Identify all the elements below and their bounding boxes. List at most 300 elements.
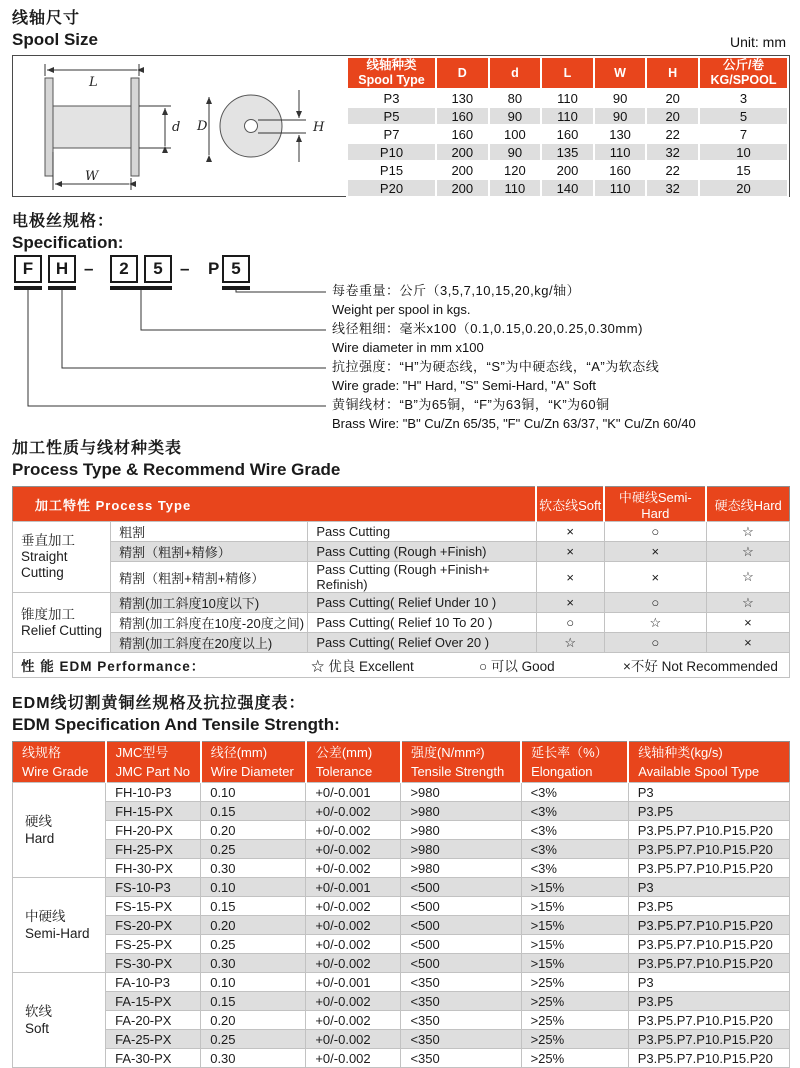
cell: Pass Cutting (Rough +Finish) — [308, 542, 536, 562]
cell: >15% — [521, 916, 628, 935]
cell: >25% — [521, 973, 628, 992]
cell: 200 — [541, 161, 594, 179]
group-label-en: Relief Cutting — [21, 622, 103, 638]
table-row — [13, 562, 790, 593]
group-relief-cutting — [13, 593, 111, 653]
table-row — [13, 1030, 790, 1049]
col-header-kg-en: KG/SPOOL — [710, 73, 777, 87]
cell: 135 — [541, 143, 594, 161]
cell: FS-20-PX — [106, 916, 201, 935]
code-box: F — [14, 255, 42, 283]
group-label-zh: 锥度加工 — [21, 606, 75, 622]
edm-title-zh: EDM线切割黄铜丝规格及抗拉强度表： — [12, 695, 306, 712]
legend-excellent: ☆ 优良 Excellent — [311, 659, 414, 674]
col-header-tensile-strength — [401, 742, 521, 783]
cell: FA-20-PX — [106, 1011, 201, 1030]
spool-table-header-row — [347, 57, 788, 89]
code-letter-p: P — [208, 259, 220, 278]
cell: P5 — [347, 107, 436, 125]
legend-not-recommended: ×不好 Not Recommended — [623, 659, 778, 674]
edm-title-en: EDM Specification And Tensile Strength: — [12, 715, 340, 734]
rating-mark: × — [536, 542, 604, 562]
specification-section — [12, 211, 790, 431]
legend-cell — [13, 653, 790, 678]
dim-label-L: L — [89, 75, 98, 90]
table-row — [347, 89, 788, 107]
table-row — [13, 992, 790, 1011]
dim-label-W: W — [85, 169, 99, 184]
cell: P3.P5.P7.P10.P15.P20 — [628, 840, 789, 859]
col-header-kg-zh: 公斤/卷 — [722, 58, 764, 72]
rating-mark: ☆ — [706, 522, 789, 542]
rating-mark: ○ — [604, 593, 706, 613]
cell: >15% — [521, 878, 628, 897]
cell: >15% — [521, 897, 628, 916]
cell: >980 — [401, 840, 521, 859]
table-row — [13, 954, 790, 973]
rating-mark: × — [536, 562, 604, 593]
group-label-en: Straight Cutting — [21, 549, 68, 580]
cell: FA-10-P3 — [106, 973, 201, 992]
code-box: 5 — [144, 255, 172, 283]
cell: P20 — [347, 179, 436, 197]
cell: <3% — [521, 859, 628, 878]
hdr-en: JMC Part No — [115, 764, 191, 779]
cell: 20 — [699, 179, 788, 197]
performance-label: 性 能 EDM Performance： — [21, 659, 206, 674]
cell: +0/-0.002 — [306, 897, 401, 916]
note-zh: 黄铜线材：“B”为65铜，“F”为63铜，“K”为60铜 — [332, 397, 610, 412]
cell: 15 — [699, 161, 788, 179]
cell: P10 — [347, 143, 436, 161]
cell: <3% — [521, 802, 628, 821]
hdr-zh: 公差(mm) — [315, 745, 373, 760]
note-en: Brass Wire: "B" Cu/Zn 65/35, "F" Cu/Zn 63/37, "K" Cu/Zn 60/40 — [332, 416, 696, 431]
cell: P3 — [628, 973, 789, 992]
cell: FS-25-PX — [106, 935, 201, 954]
code-unit-grade — [48, 255, 76, 290]
cell: 140 — [541, 179, 594, 197]
cell: 80 — [489, 89, 542, 107]
specification-title-zh: 电极丝规格： — [12, 213, 115, 230]
process-title-en: Process Type & Recommend Wire Grade — [12, 460, 341, 479]
cell: 0.25 — [201, 1030, 306, 1049]
cell: 120 — [489, 161, 542, 179]
table-row — [13, 878, 790, 897]
col-header-spool-type — [628, 742, 789, 783]
table-row — [13, 935, 790, 954]
hdr-en: Available Spool Type — [638, 764, 760, 779]
cell: +0/-0.002 — [306, 954, 401, 973]
rating-mark: ☆ — [706, 562, 789, 593]
cell: FS-15-PX — [106, 897, 201, 916]
code-dash: – — [84, 259, 94, 278]
cell: 110 — [541, 89, 594, 107]
dim-label-d: d — [172, 120, 181, 135]
cell: >980 — [401, 783, 521, 802]
cell: 100 — [489, 125, 542, 143]
cell: 粗割 — [111, 522, 308, 542]
cell: 精割(加工斜度10度以下) — [111, 593, 308, 613]
table-row — [13, 613, 790, 633]
cell: P15 — [347, 161, 436, 179]
group-label-en: Hard — [25, 831, 55, 846]
col-header-W: W — [594, 57, 647, 89]
cell: P3.P5.P7.P10.P15.P20 — [628, 916, 789, 935]
rating-mark: ○ — [604, 633, 706, 653]
edm-spec-table — [12, 741, 790, 1068]
cell: P7 — [347, 125, 436, 143]
cell: <3% — [521, 840, 628, 859]
cell: 精割(加工斜度在10度-20度之间) — [111, 613, 308, 633]
rating-mark: × — [604, 562, 706, 593]
table-row — [13, 916, 790, 935]
cell: <350 — [401, 1049, 521, 1068]
table-row — [13, 973, 790, 992]
col-header-d: d — [489, 57, 542, 89]
cell: <350 — [401, 1011, 521, 1030]
spool-size-section — [12, 8, 790, 197]
note-zh: 每卷重量：公斤（3,5,7,10,15,20,kg/轴） — [332, 283, 581, 298]
cell: 0.25 — [201, 935, 306, 954]
cell: >25% — [521, 1011, 628, 1030]
cell: +0/-0.002 — [306, 992, 401, 1011]
rating-mark: ☆ — [604, 613, 706, 633]
process-header-row — [13, 487, 790, 522]
note-zh: 抗拉强度：“H”为硬态线，“S”为中硬态线，“A”为软态线 — [332, 359, 660, 374]
table-row — [13, 840, 790, 859]
note-zh: 线径粗细：毫米x100（0.1,0.15,0.20,0.25,0.30mm) — [332, 321, 643, 336]
group-label-zh: 软线 — [25, 1004, 52, 1019]
table-row — [13, 783, 790, 802]
cell: 0.15 — [201, 992, 306, 1011]
cell: FS-10-P3 — [106, 878, 201, 897]
code-note-grade — [332, 357, 797, 395]
spool-size-table — [346, 56, 789, 198]
hdr-zh: 强度(N/mm²) — [410, 745, 485, 760]
cell: 32 — [646, 143, 699, 161]
table-row — [13, 859, 790, 878]
cell: 精割(加工斜度在20度以上) — [111, 633, 308, 653]
hdr-zh: 线轴种类(kg/s) — [638, 745, 723, 760]
cell: +0/-0.002 — [306, 802, 401, 821]
cell: FA-25-PX — [106, 1030, 201, 1049]
code-note-weight — [332, 281, 797, 319]
cell: <500 — [401, 897, 521, 916]
group-semi-hard — [13, 878, 106, 973]
cell: >980 — [401, 859, 521, 878]
hdr-en: Elongation — [531, 764, 593, 779]
col-header-kg-spool — [699, 57, 788, 89]
cell: FH-25-PX — [106, 840, 201, 859]
cell: <3% — [521, 783, 628, 802]
cell: <500 — [401, 916, 521, 935]
cell: +0/-0.002 — [306, 821, 401, 840]
cell: 0.10 — [201, 878, 306, 897]
cell: P3.P5.P7.P10.P15.P20 — [628, 859, 789, 878]
cell: 0.30 — [201, 954, 306, 973]
rating-mark: × — [604, 542, 706, 562]
table-row — [13, 1049, 790, 1068]
cell: +0/-0.001 — [306, 878, 401, 897]
hdr-en: Tolerance — [315, 764, 373, 779]
cell: 200 — [436, 161, 489, 179]
code-unit-spool — [208, 255, 250, 290]
cell: 130 — [436, 89, 489, 107]
cell: 20 — [646, 107, 699, 125]
cell: FH-10-P3 — [106, 783, 201, 802]
cell: <350 — [401, 992, 521, 1011]
cell: >25% — [521, 992, 628, 1011]
table-row — [347, 143, 788, 161]
col-header-elongation — [521, 742, 628, 783]
table-row — [13, 593, 790, 613]
table-row — [347, 161, 788, 179]
code-underline — [48, 286, 76, 290]
table-row — [347, 179, 788, 197]
cell: 0.10 — [201, 783, 306, 802]
cell: <3% — [521, 821, 628, 840]
group-label-zh: 硬线 — [25, 814, 52, 829]
rating-mark: ○ — [604, 522, 706, 542]
hdr-zh: 线径(mm) — [210, 745, 268, 760]
table-row — [13, 821, 790, 840]
code-note-diameter — [332, 319, 797, 357]
cell: 110 — [594, 179, 647, 197]
cell: P3.P5 — [628, 992, 789, 1011]
rating-mark: ☆ — [536, 633, 604, 653]
col-header-part-no — [106, 742, 201, 783]
cell: <500 — [401, 878, 521, 897]
cell: 160 — [436, 107, 489, 125]
unit-label: Unit: mm — [730, 34, 786, 50]
cell: +0/-0.002 — [306, 935, 401, 954]
col-header-wire-diameter — [201, 742, 306, 783]
cell: Pass Cutting (Rough +Finish+ Refinish) — [308, 562, 536, 593]
table-row — [347, 125, 788, 143]
code-underline — [14, 286, 42, 290]
spool-front-view — [196, 90, 325, 162]
edm-spec-section — [12, 693, 790, 1068]
edm-header-row — [13, 742, 790, 783]
process-title-zh: 加工性质与线材种类表 — [12, 440, 183, 457]
cell: P3.P5.P7.P10.P15.P20 — [628, 1030, 789, 1049]
code-unit-brass — [14, 255, 42, 290]
rating-mark: ☆ — [706, 542, 789, 562]
cell: 0.15 — [201, 802, 306, 821]
group-soft — [13, 973, 106, 1068]
group-label-en: Semi-Hard — [25, 926, 90, 941]
cell: P3.P5.P7.P10.P15.P20 — [628, 935, 789, 954]
cell: 0.15 — [201, 897, 306, 916]
group-straight-cutting — [13, 522, 111, 593]
cell: 精割（粗割+精割+精修） — [111, 562, 308, 593]
cell: >980 — [401, 802, 521, 821]
hdr-en: Wire Grade — [22, 764, 89, 779]
cell: >15% — [521, 935, 628, 954]
rating-mark: × — [536, 522, 604, 542]
cell: FS-30-PX — [106, 954, 201, 973]
cell: >980 — [401, 821, 521, 840]
cell: +0/-0.002 — [306, 1011, 401, 1030]
table-row — [13, 1011, 790, 1030]
cell: 精割（粗割+精修） — [111, 542, 308, 562]
cell: FA-30-PX — [106, 1049, 201, 1068]
code-box: 2 — [110, 255, 138, 283]
col-header-wire-grade — [13, 742, 106, 783]
table-row — [13, 897, 790, 916]
dim-label-H: H — [313, 120, 325, 135]
cell: 110 — [541, 107, 594, 125]
note-en: Wire grade: "H" Hard, "S" Semi-Hard, "A" Soft — [332, 378, 596, 393]
cell: P3.P5.P7.P10.P15.P20 — [628, 1049, 789, 1068]
cell: 22 — [646, 161, 699, 179]
group-label-zh: 垂直加工 — [21, 533, 75, 548]
cell: Pass Cutting( Relief Over 20 ) — [308, 633, 536, 653]
cell: 110 — [594, 143, 647, 161]
cell: P3.P5.P7.P10.P15.P20 — [628, 954, 789, 973]
legend-good: ○ 可以 Good — [479, 659, 555, 674]
dim-label-D: D — [197, 119, 208, 134]
col-header-spool-type-zh: 线轴种类 — [366, 58, 417, 72]
code-dash: – — [180, 259, 190, 278]
cell: 110 — [489, 179, 542, 197]
cell: P3 — [347, 89, 436, 107]
cell: <350 — [401, 973, 521, 992]
cell: +0/-0.001 — [306, 973, 401, 992]
cell: 90 — [489, 143, 542, 161]
hdr-zh: 延长率（%） — [531, 745, 608, 760]
rating-mark: ○ — [536, 613, 604, 633]
col-header-D: D — [436, 57, 489, 89]
process-type-table — [12, 486, 790, 678]
process-type-section — [12, 438, 790, 678]
cell: <500 — [401, 954, 521, 973]
cell: P3 — [628, 783, 789, 802]
legend-row — [13, 653, 790, 678]
cell: FA-15-PX — [106, 992, 201, 1011]
note-en: Weight per spool in kgs. — [332, 302, 471, 317]
table-row — [13, 802, 790, 821]
cell: 0.30 — [201, 1049, 306, 1068]
cell: 5 — [699, 107, 788, 125]
cell: <350 — [401, 1030, 521, 1049]
rating-mark: × — [706, 633, 789, 653]
spool-size-panel — [12, 55, 790, 197]
cell: FH-20-PX — [106, 821, 201, 840]
cell: 22 — [646, 125, 699, 143]
cell: 0.20 — [201, 821, 306, 840]
table-row — [13, 542, 790, 562]
cell: >25% — [521, 1049, 628, 1068]
hdr-zh: JMC型号 — [115, 745, 169, 760]
table-row — [13, 633, 790, 653]
cell: 0.25 — [201, 840, 306, 859]
col-header-semi-hard: 中硬线Semi-Hard — [604, 487, 706, 522]
cell: +0/-0.002 — [306, 840, 401, 859]
specification-title-en: Specification: — [12, 233, 124, 252]
cell: 32 — [646, 179, 699, 197]
cell: 200 — [436, 179, 489, 197]
cell: Pass Cutting( Relief 10 To 20 ) — [308, 613, 536, 633]
spool-size-title-zh: 线轴尺寸 — [12, 10, 81, 27]
cell: P3 — [628, 878, 789, 897]
cell: 20 — [646, 89, 699, 107]
cell: 3 — [699, 89, 788, 107]
spool-diagram — [13, 56, 346, 196]
cell: 0.20 — [201, 916, 306, 935]
cell: +0/-0.002 — [306, 1030, 401, 1049]
group-label-zh: 中硬线 — [25, 909, 66, 924]
code-unit-diameter — [110, 255, 172, 290]
cell: Pass Cutting — [308, 522, 536, 542]
code-underline — [110, 286, 172, 290]
col-header-H: H — [646, 57, 699, 89]
cell: 90 — [489, 107, 542, 125]
cell: P3.P5.P7.P10.P15.P20 — [628, 821, 789, 840]
cell: FH-15-PX — [106, 802, 201, 821]
note-en: Wire diameter in mm x100 — [332, 340, 484, 355]
cell: 90 — [594, 89, 647, 107]
col-header-process-type: 加工特性 Process Type — [13, 487, 537, 522]
col-header-spool-type-en: Spool Type — [358, 73, 425, 87]
cell: P3.P5.P7.P10.P15.P20 — [628, 1011, 789, 1030]
cell: +0/-0.001 — [306, 783, 401, 802]
col-header-hard: 硬态线Hard — [706, 487, 789, 522]
cell: +0/-0.002 — [306, 859, 401, 878]
group-label-en: Soft — [25, 1021, 50, 1036]
rating-mark: × — [536, 593, 604, 613]
cell: 160 — [541, 125, 594, 143]
cell: FH-30-PX — [106, 859, 201, 878]
cell: P3.P5 — [628, 897, 789, 916]
code-box: H — [48, 255, 76, 283]
hdr-en: Tensile Strength — [410, 764, 505, 779]
hdr-en: Wire Diameter — [210, 764, 294, 779]
col-header-spool-type — [347, 57, 436, 89]
table-row — [347, 107, 788, 125]
spool-size-title-en: Spool Size — [12, 30, 98, 49]
cell: 160 — [594, 161, 647, 179]
cell: 7 — [699, 125, 788, 143]
cell: +0/-0.002 — [306, 916, 401, 935]
cell: P3.P5 — [628, 802, 789, 821]
cell: Pass Cutting( Relief Under 10 ) — [308, 593, 536, 613]
table-row — [13, 522, 790, 542]
code-note-brass — [332, 395, 797, 433]
col-header-tolerance — [306, 742, 401, 783]
hdr-zh: 线规格 — [22, 745, 62, 760]
cell: 0.30 — [201, 859, 306, 878]
spool-side-view — [45, 64, 180, 190]
cell: 200 — [436, 143, 489, 161]
rating-mark: × — [706, 613, 789, 633]
group-hard — [13, 783, 106, 878]
col-header-L: L — [541, 57, 594, 89]
cell: 90 — [594, 107, 647, 125]
cell: >15% — [521, 954, 628, 973]
cell: 160 — [436, 125, 489, 143]
rating-mark: ☆ — [706, 593, 789, 613]
code-box: 5 — [222, 255, 250, 283]
col-header-soft: 软态线Soft — [536, 487, 604, 522]
cell: >25% — [521, 1030, 628, 1049]
code-underline — [222, 286, 250, 290]
cell: 0.10 — [201, 973, 306, 992]
cell: +0/-0.002 — [306, 1049, 401, 1068]
cell: 10 — [699, 143, 788, 161]
cell: 0.20 — [201, 1011, 306, 1030]
